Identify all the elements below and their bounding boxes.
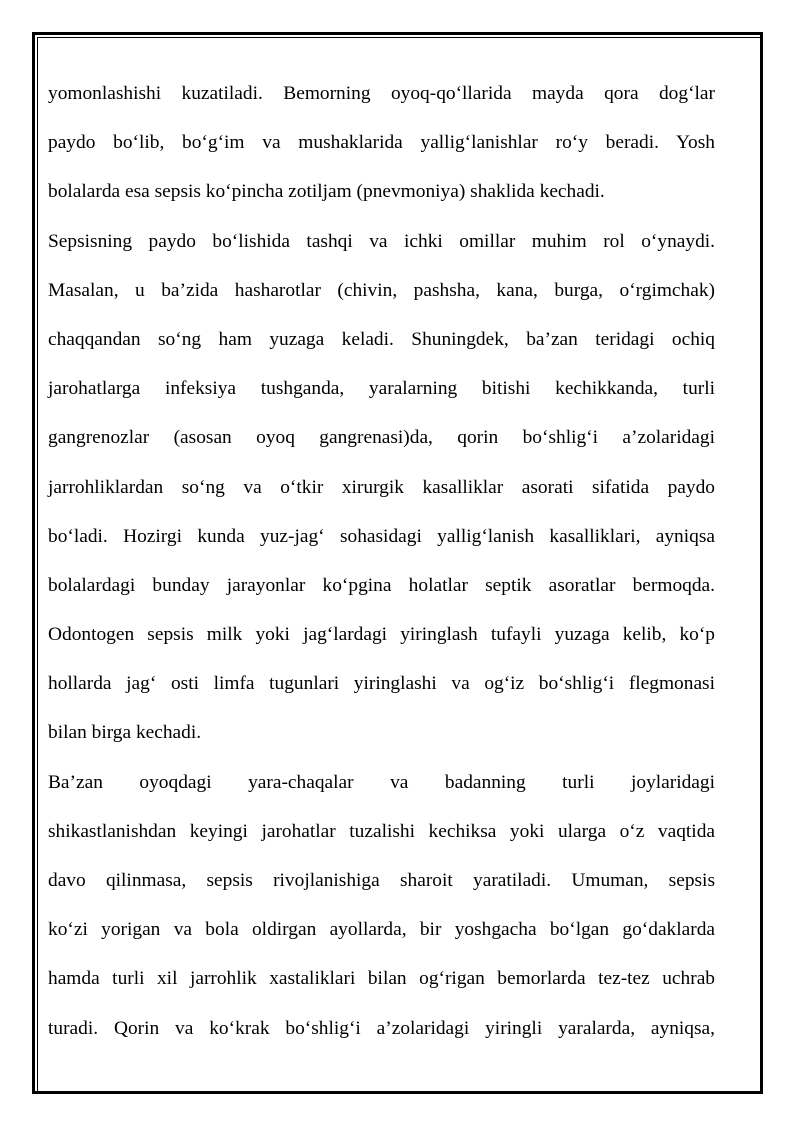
text-line: bolalardagi bunday jarayonlar ko‘pgina holatlar septik asoratlar bermoqda. (48, 574, 715, 596)
text-line: hamda turli xil jarrohlik xastaliklari bilan og‘rigan bemorlarda tez-tez uchrab (48, 968, 715, 990)
text-line: Masalan, u ba’zida hasharotlar (chivin, pashsha, kana, burga, o‘rgimchak) (48, 279, 715, 301)
text-line: paydo bo‘lib, bo‘g‘im va mushaklarida yallig‘lanishlar ro‘y beradi. Yosh (48, 132, 715, 154)
text-line: Sepsisning paydo bo‘lishida tashqi va ichki omillar muhim rol o‘ynaydi. (48, 230, 715, 252)
text-line: yomonlashishi kuzatiladi. Bemorning oyoq-qo‘llarida mayda qora dog‘lar (48, 83, 715, 104)
text-line: davo qilinmasa, sepsis rivojlanishiga sharoit yaratiladi. Umuman, sepsis (48, 870, 715, 891)
text-line: bilan birga kechadi. (48, 722, 202, 744)
text-line: bolalarda esa sepsis ko‘pincha zotiljam (pnevmoniya) shaklida kechadi. (48, 181, 605, 203)
document-body (48, 75, 715, 1059)
text-line: gangrenozlar (asosan oyoq gangrenasi)da, qorin bo‘shlig‘i a’zolaridagi (48, 427, 715, 449)
text-line: Odontogen sepsis milk yoki jag‘lardagi yiringlash tufayli yuzaga kelib, ko‘p (48, 624, 715, 646)
text-line: jarohatlarga infeksiya tushganda, yaralarning bitishi kechikkanda, turli (48, 378, 715, 400)
text-line: bo‘ladi. Hozirgi kunda yuz-jag‘ sohasidagi yallig‘lanish kasalliklari, ayniqsa (48, 525, 715, 547)
text-line: ko‘zi yorigan va bola oldirgan ayollarda, bir yoshgacha bo‘lgan go‘daklarda (48, 919, 715, 941)
text-line: shikastlanishdan keyingi jarohatlar tuzalishi kechiksa yoki ularga o‘z vaqtida (48, 820, 715, 842)
text-line: turadi. Qorin va ko‘krak bo‘shlig‘i a’zolaridagi yiringli yaralarda, ayniqsa, (48, 1017, 715, 1039)
text-line: hollarda jag‘ osti limfa tugunlari yiringlashi va og‘iz bo‘shlig‘i flegmonasi (48, 673, 715, 695)
text-line: jarrohliklardan so‘ng va o‘tkir xirurgik kasalliklar asorati sifatida paydo (48, 476, 715, 498)
text-line: chaqqandan so‘ng ham yuzaga keladi. Shuningdek, ba’zan teridagi ochiq (48, 328, 715, 350)
text-line: Ba’zan oyoqdagi yara-chaqalar va badanning turli joylaridagi (48, 771, 715, 793)
